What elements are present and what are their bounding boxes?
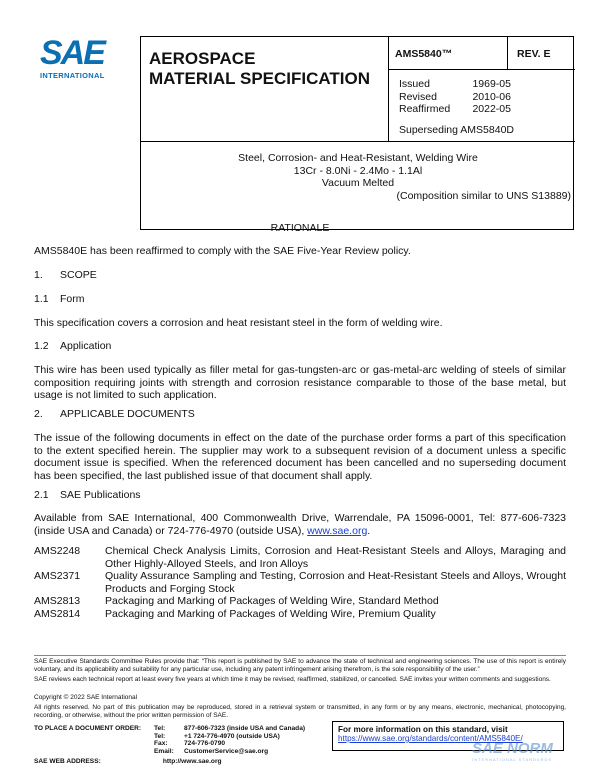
- reference-item: [34, 545, 566, 570]
- sae-website-link[interactable]: www.sae.org: [307, 524, 368, 537]
- reaffirmed-date: 2022-05: [472, 103, 511, 115]
- reference-item: [34, 608, 566, 621]
- web-label: SAE WEB ADDRESS:: [34, 758, 101, 765]
- email-label: Email:: [154, 747, 174, 755]
- revision-label: REV. E: [517, 48, 551, 60]
- footer-rights: All rights reserved. No part of this publication may be reproduced, stored in a retrieval system or transmitted, in any form or by any means, electronic, mechanical, photocopying, recording, or otherwise, without the prior written permission of SAE.: [34, 704, 566, 719]
- web-address: [34, 758, 222, 765]
- reference-item: [34, 570, 566, 595]
- divider: [388, 69, 575, 70]
- watermark-subtext: INTERNATIONAL STANDARDS: [472, 757, 553, 762]
- order-contact-block: [34, 725, 305, 755]
- watermark: [472, 740, 553, 762]
- standard-url-link[interactable]: https://www.sae.org/standards/content/AMS5840E/: [338, 734, 523, 743]
- section-number: 1.2: [34, 340, 49, 352]
- footer-review-policy: SAE reviews each technical report at least every five years at which time it may be revised, reaffirmed, stabilized, or cancelled. SAE invites your written comments and suggestions.: [34, 676, 551, 683]
- tel-value: 877-606-7323 (inside USA and Canada): [184, 725, 306, 732]
- section-1-1-heading: [34, 293, 566, 306]
- reference-description: Quality Assurance Sampling and Testing, Corrosion and Heat-Resistant Steels and Alloys, Wrought Products and Forging Stock: [105, 570, 566, 595]
- section-number: 1.: [34, 269, 43, 281]
- reaffirmed-label: Reaffirmed: [399, 103, 451, 115]
- footer-copyright: Copyright © 2022 SAE International: [34, 694, 138, 701]
- tel-value: +1 724-776-4970 (outside USA): [184, 732, 280, 740]
- document-type-title: [149, 49, 370, 89]
- tel-label: Tel:: [154, 732, 166, 740]
- section-2-text: The issue of the following documents in effect on the date of the purchase order forms a part of this specification to the extent specified herein. The supplier may work to a subsequent revision of a document unless a specific document issue is specified. When the referenced document has been cancelled and no superseding document has been specified, the last published issue of that document shall apply.: [34, 432, 566, 482]
- section-title: SAE Publications: [60, 489, 141, 501]
- divider: [388, 37, 389, 141]
- document-number: AMS5840™: [395, 48, 453, 60]
- period: .: [367, 524, 371, 537]
- section-title: APPLICABLE DOCUMENTS: [60, 408, 195, 420]
- reference-description: Packaging and Marking of Packages of Welding Wire, Standard Method: [105, 595, 439, 607]
- issued-date: 1969-05: [472, 78, 511, 90]
- reference-description: Packaging and Marking of Packages of Welding Wire, Premium Quality: [105, 607, 436, 620]
- reference-code: AMS2371: [34, 570, 81, 582]
- fax-value: 724-776-0790: [184, 740, 226, 748]
- section-title: Form: [60, 293, 85, 305]
- header-box: [140, 36, 574, 230]
- info-title: For more information on this standard, visit: [338, 725, 508, 734]
- reference-item: [34, 595, 566, 608]
- spec-title-line: Steel, Corrosion- and Heat-Resistant, Welding Wire: [238, 152, 478, 164]
- reference-list: [34, 545, 566, 620]
- order-label: TO PLACE A DOCUMENT ORDER:: [34, 725, 142, 732]
- section-2-heading: [34, 408, 566, 421]
- date-history: [399, 78, 511, 116]
- sae-logo: [40, 36, 120, 80]
- logo-text: SAE: [40, 34, 104, 72]
- section-2-1-text: [34, 512, 566, 537]
- section-1-2-heading: [34, 340, 566, 353]
- watermark-text: SAE NORM: [472, 740, 553, 757]
- rationale-heading: RATIONALE: [270, 222, 330, 234]
- section-1-heading: [34, 269, 566, 282]
- rationale-text: AMS5840E has been reaffirmed to comply with the SAE Five-Year Review policy.: [34, 245, 411, 257]
- section-1-2-text: This wire has been used typically as filler metal for gas-tungsten-arc or gas-metal-arc welding of steels of similar composition requiring joints with strength and corrosion resistance comparable to those of the base metal, but usage is not limited to such application.: [34, 364, 566, 401]
- reference-code: AMS2248: [34, 545, 81, 557]
- revised-date: 2010-06: [472, 90, 511, 103]
- section-title: SCOPE: [60, 269, 97, 281]
- spec-title-line: (Composition similar to UNS S13889): [396, 189, 571, 202]
- footer-rule: [34, 655, 566, 656]
- reference-description: Chemical Check Analysis Limits, Corrosion and Heat-Resistant Steels and Alloys, Maraging and Other Highly-Alloyed Steels, and Iron Alloys: [105, 545, 566, 570]
- issued-label: Issued: [399, 78, 430, 90]
- superseding-note: Superseding AMS5840D: [399, 124, 514, 136]
- specification-title: [141, 152, 575, 202]
- email-value[interactable]: CustomerService@sae.org: [184, 747, 269, 755]
- title-line-1: AEROSPACE: [149, 49, 256, 68]
- section-number: 1.1: [34, 293, 49, 305]
- tel-label: Tel:: [154, 725, 166, 732]
- section-title: Application: [60, 340, 112, 352]
- revised-label: Revised: [399, 90, 437, 103]
- section-2-1-body: Available from SAE International, 400 Commonwealth Drive, Warrendale, PA 15096-0001, Tel: 877-606-7323 (inside USA and Canada) or 724-776-4970 (outside USA),: [34, 512, 566, 537]
- section-number: 2.: [34, 408, 43, 420]
- spec-title-line: 13Cr - 8.0Ni - 2.4Mo - 1.1Al: [293, 164, 423, 177]
- title-line-2: MATERIAL SPECIFICATION: [149, 69, 370, 88]
- divider: [507, 37, 508, 69]
- footer-committee-rules: SAE Executive Standards Committee Rules provide that: “This report is published by SAE to advance the state of technical and engineering sciences. The use of this report is entirely voluntary, and its applicability and suitability for any particular use, including any patent infringement arising therefrom, is the sole responsibility of the user.”: [34, 658, 566, 673]
- logo-subtext: INTERNATIONAL: [40, 71, 105, 80]
- web-link[interactable]: http://www.sae.org: [162, 758, 222, 765]
- reference-code: AMS2813: [34, 595, 81, 607]
- section-1-1-text: This specification covers a corrosion and heat resistant steel in the form of welding wire.: [34, 317, 443, 329]
- divider: [141, 141, 575, 142]
- section-number: 2.1: [34, 489, 49, 501]
- spec-title-line: Vacuum Melted: [321, 177, 395, 189]
- fax-label: Fax:: [154, 740, 168, 748]
- reference-code: AMS2814: [34, 607, 81, 620]
- section-2-1-heading: [34, 489, 566, 502]
